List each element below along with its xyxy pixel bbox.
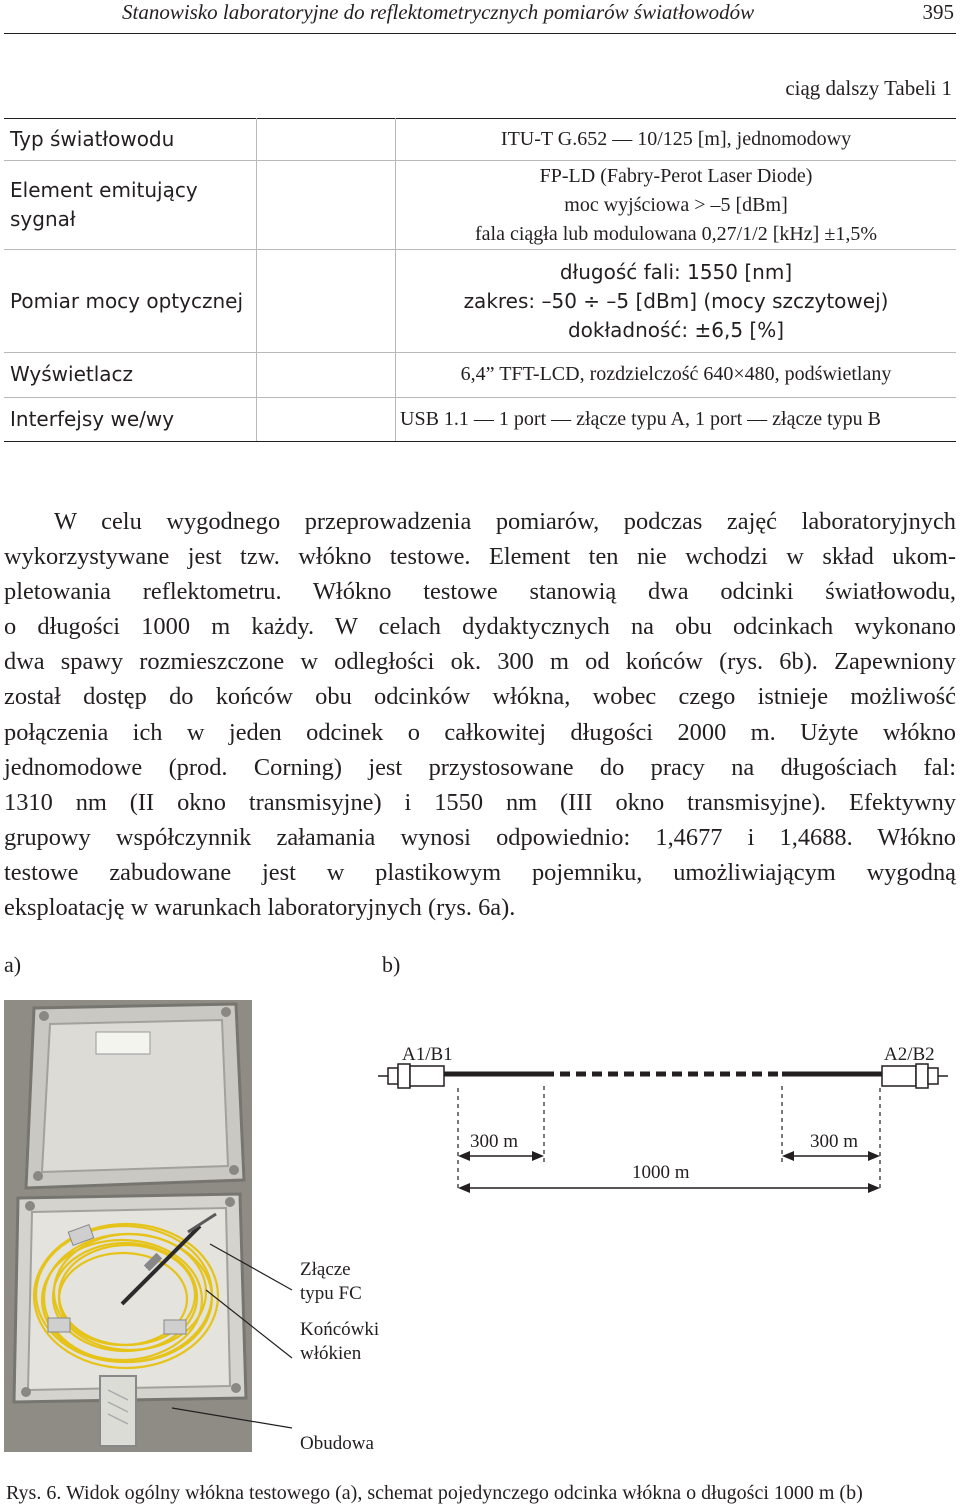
- row-value: FP-LD (Fabry-Perot Laser Diode) moc wyjściowa > –5 [dBm] fala ciągła lub modulowana 0,27/1/2 [kHz] ±1,5%: [396, 161, 957, 250]
- callout-connector: Złącze typu FC: [300, 1259, 362, 1304]
- end-label-left: A1/B1: [402, 1044, 453, 1065]
- table-continuation-note: ciąg dalszy Tabeli 1: [785, 76, 952, 100]
- body-paragraph: W celu wygodnego przeprowadzenia pomiarów, podczas zajęć laboratoryjnych wykorzystywane jest tzw. włókno testowe. Element ten nie wchodzi w skład ukom- pletowania reflektometru. Włókno testowe stanowią dwa odcinki światłowodu, o długości 1000 m każdy. W celach dydaktycznych na obu odcinkach wykonano dwa spawy rozmieszczone w odległości ok. 300 m od końców (rys. 6b). Zapewniony został dostęp do końców obu odcinków włókna, wobec czego istnieje możliwość połączenia ich w jeden odcinek o całkowitej długości 2000 m. Użyte włókno jednomodowe (prod. Corning) jest przystosowane do pracy na długościach fal: 1310 nm (II okno transmisyjne) i 1550 nm (III okno transmisyjne). Efektywny grupowy współczynnik załamania wynosi odpowiednio: 1,4677 i 1,4688. Włókno testowe zabudowane jest w plastikowym pojemniku, umożliwiającym wygodną eksploatację w warunkach laboratoryjnych (rys. 6a).: [4, 508, 956, 922]
- end-label-right: A2/B2: [884, 1044, 935, 1065]
- page-number: 395: [922, 0, 954, 24]
- row-label: Wyświetlacz: [4, 353, 257, 397]
- distance-left: 300 m: [470, 1131, 519, 1152]
- table-row: [4, 161, 956, 250]
- figure-caption: Rys. 6. Widok ogólny włókna testowego (a), schemat pojedynczego odcinka włókna o długości 1000 m (b): [6, 1482, 863, 1504]
- table-row: [4, 397, 956, 441]
- row-label: Pomiar mocy optycznej: [4, 250, 257, 353]
- row-label: Element emitujący sygnał: [4, 161, 257, 250]
- row-label: Interfejsy we/wy: [4, 397, 257, 441]
- figure-label-b: b): [382, 952, 401, 977]
- row-value: 6,4” TFT-LCD, rozdzielczość 640×480, podświetlany: [396, 353, 957, 397]
- row-value: ITU-T G.652 — 10/125 [m], jednomodowy: [396, 119, 957, 161]
- figure-label-a: a): [4, 952, 22, 977]
- running-title: Stanowisko laboratoryjne do reflektometrycznych pomiarów światłowodów: [122, 0, 755, 24]
- callout-fiber-ends: Końcówki włókien: [300, 1319, 380, 1364]
- spec-table: [4, 118, 956, 442]
- callout-housing: Obudowa: [300, 1433, 374, 1454]
- header-rule: [4, 33, 956, 34]
- distance-total: 1000 m: [632, 1162, 690, 1183]
- distance-right: 300 m: [810, 1131, 859, 1152]
- table-row: [4, 250, 956, 353]
- row-value: USB 1.1 — 1 port — złącze typu A, 1 port — złącze typu B: [396, 397, 957, 441]
- table-row: [4, 119, 956, 161]
- row-value: długość fali: 1550 [nm] zakres: –50 ÷ –5 [dBm] (mocy szczytowej) dokładność: ±6,5 [%]: [396, 250, 957, 353]
- table-row: [4, 353, 956, 397]
- row-label: Typ światłowodu: [4, 119, 257, 161]
